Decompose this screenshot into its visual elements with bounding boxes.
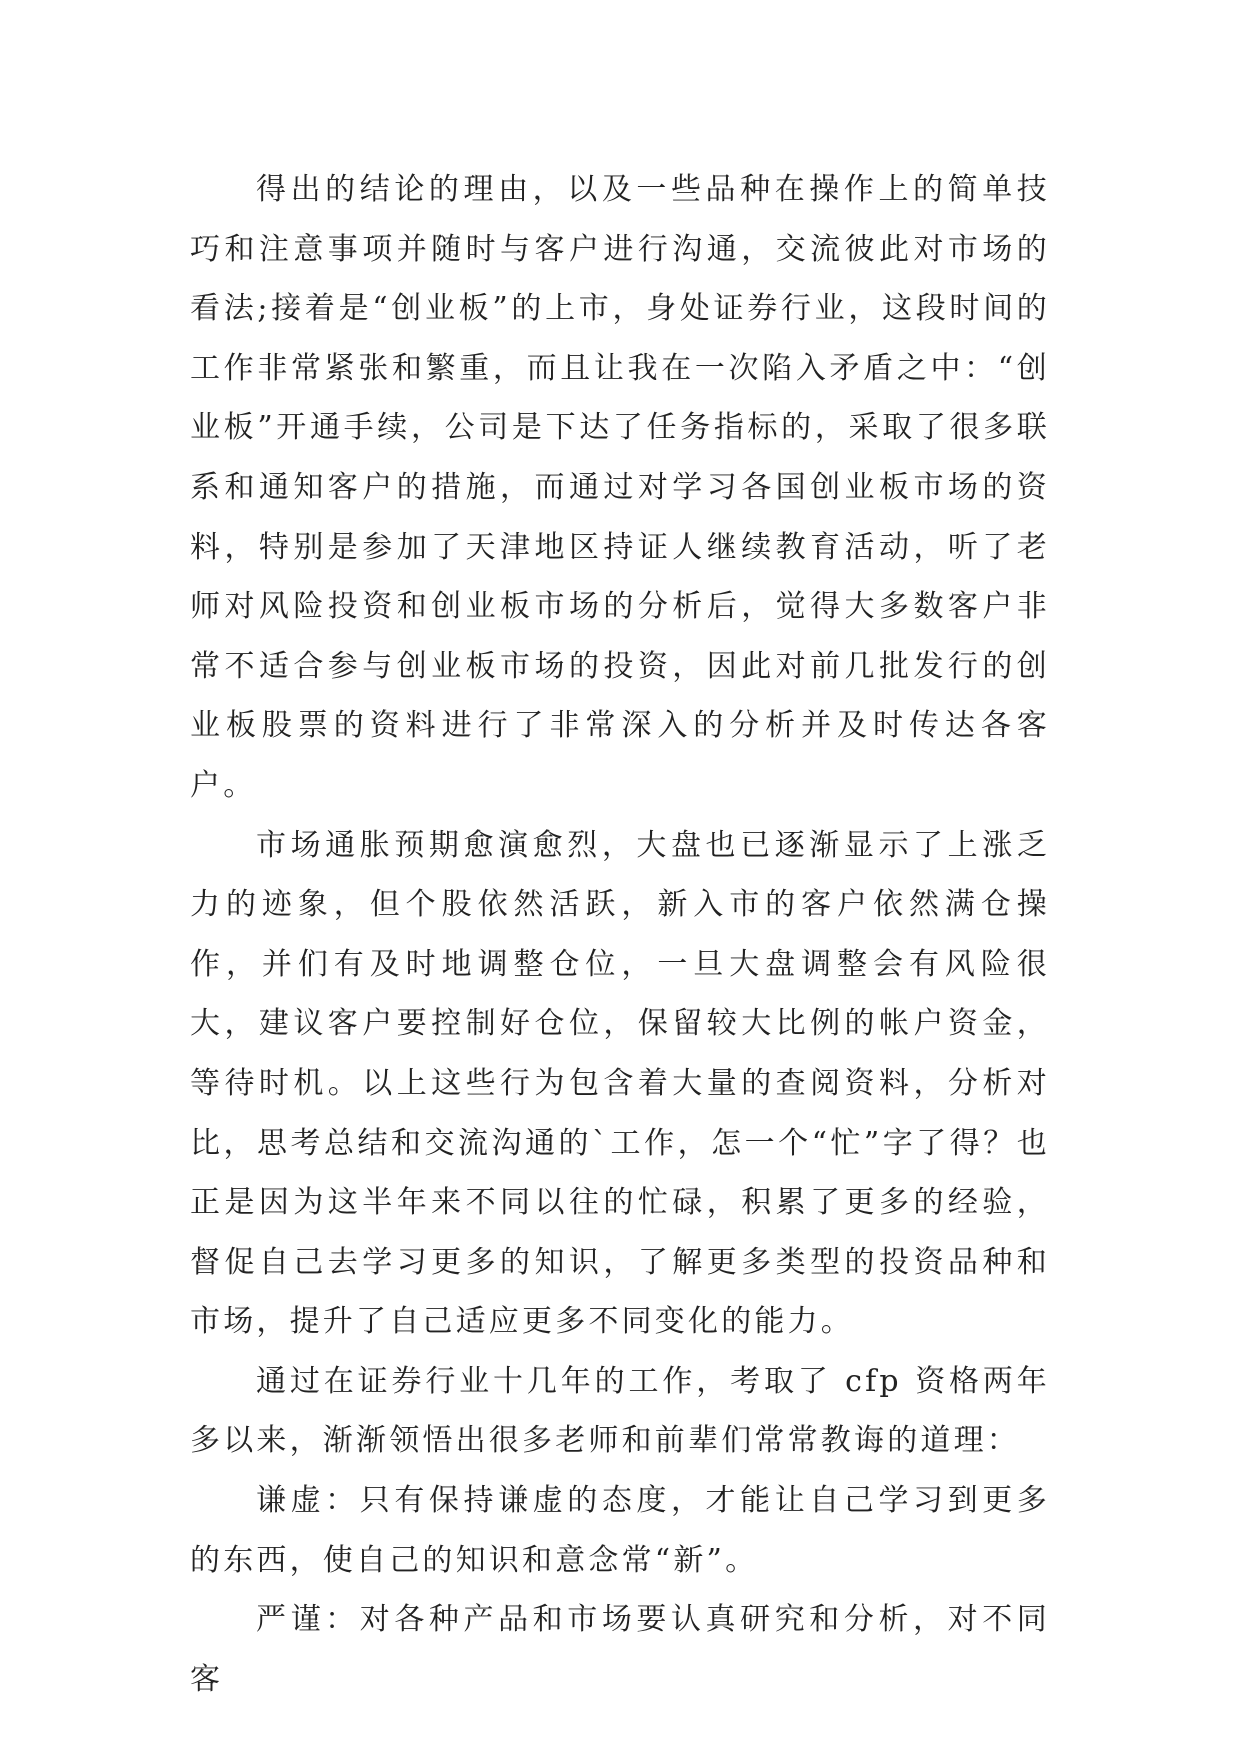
paragraph: 得出的结论的理由，以及一些品种在操作上的简单技巧和注意事项并随时与客户进行沟通，交流彼此对市场的看法;接着是“创业板”的上市，身处证券行业，这段时间的工作非常紧张和繁重，而且让我在一次陷入矛盾之中：“创业板”开通手续，公司是下达了任务指标的，采取了很多联系和通知客户的措施，而通过对学习各国创业板市场的资料，特别是参加了天津地区持证人继续教育活动，听了老师对风险投资和创业板市场的分析后，觉得大多数客户非常不适合参与创业板市场的投资，因此对前几批发行的创业板股票的资料进行了非常深入的分析并及时传达各客户。 <box>190 172 1050 803</box>
paragraph: 市场通胀预期愈演愈烈，大盘也已逐渐显示了上涨乏力的迹象，但个股依然活跃，新入市的客户依然满仓操作，并们有及时地调整仓位，一旦大盘调整会有风险很大，建议客户要控制好仓位，保留较大比例的帐户资金，等待时机。以上这些行为包含着大量的查阅资料，分析对比，思考总结和交流沟通的`工作，怎一个“忙”字了得？也正是因为这半年来不同以往的忙碌，积累了更多的经验，督促自己去学习更多的知识，了解更多类型的投资品种和市场，提升了自己适应更多不同变化的能力。 <box>190 827 1050 1340</box>
paragraph: 严谨：对各种产品和市场要认真研究和分析，对不同客 <box>190 1602 1050 1697</box>
paragraph: 通过在证券行业十几年的工作，考取了 cfp 资格两年多以来，渐渐领悟出很多老师和前辈们常常教诲的道理： <box>190 1363 1050 1459</box>
body-text <box>190 160 1050 1709</box>
paragraph: 谦虚：只有保持谦虚的态度，才能让自己学习到更多的东西，使自己的知识和意念常“新”。 <box>190 1483 1050 1578</box>
